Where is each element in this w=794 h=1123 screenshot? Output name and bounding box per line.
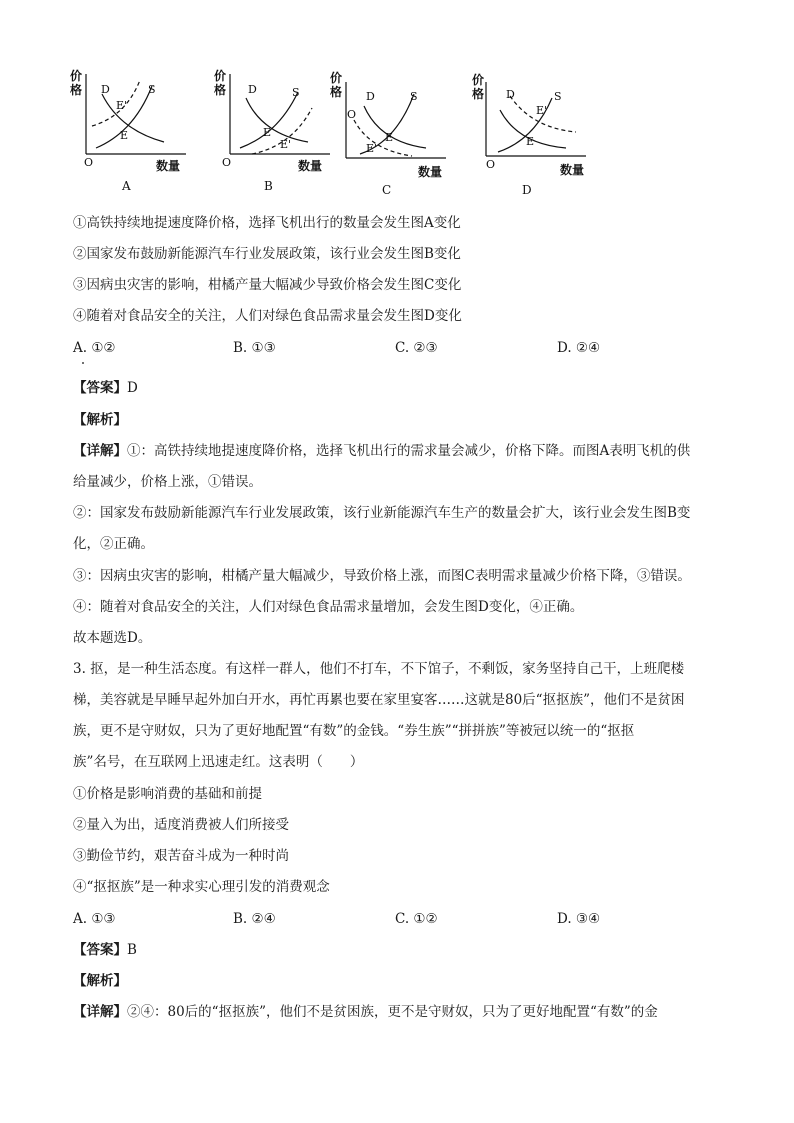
x-axis-label: 数量 (298, 159, 323, 173)
equilibrium-label-1: E (385, 131, 394, 144)
supply-label: S (554, 90, 562, 103)
q2-option-c[interactable]: C. ②③ (395, 340, 438, 356)
equilibrium-label-2: E (120, 129, 129, 142)
q2-item-4: ④随着对食品安全的关注，人们对绿色食品需求量会发生图D变化 (73, 308, 462, 324)
q2-detail-line-7: 故本题选D。 (73, 630, 152, 646)
q3-item-1: ①价格是影响消费的基础和前提 (73, 786, 262, 802)
q2-item-3: ③因病虫灾害的影响，柑橘产量大幅减少导致价格会发生图C变化 (73, 277, 462, 293)
equilibrium-label-2: E (526, 135, 535, 148)
q2-analysis-tag: 【解析】 (73, 412, 127, 428)
y-axis-label-1: 价 (330, 71, 343, 85)
q2-detail-line-3: ②：国家发布鼓励新能源汽车行业发展政策，该行业新能源汽车生产的数量会扩大，该行业会发生图B变 (73, 505, 691, 521)
q3-item-4: ④“抠抠族”是一种求实心理引发的消费观念 (73, 879, 330, 895)
q3-option-c[interactable]: C. ①② (395, 911, 438, 927)
q2-detail-line-2: 给量减少，价格上涨，①错误。 (73, 474, 262, 490)
origin-label: O (347, 108, 357, 121)
demand-label: D (248, 83, 257, 96)
q3-item-3: ③勤俭节约，艰苦奋斗成为一种时尚 (73, 848, 289, 864)
graph-b-svg (212, 68, 342, 193)
demand-label: D (506, 88, 515, 101)
supply-label: S (148, 83, 156, 96)
demand-label: D (101, 83, 110, 96)
equilibrium-label-2: E' (280, 138, 292, 151)
origin-label: O (84, 156, 94, 169)
demand-curve (246, 98, 308, 142)
stray-mark (82, 362, 84, 364)
x-axis-label: 数量 (418, 165, 443, 179)
origin-label: O (486, 158, 496, 171)
answer-value: B (127, 942, 137, 958)
graph-a (68, 68, 198, 193)
graph-b (212, 68, 342, 193)
graph-letter: C (382, 183, 392, 197)
q2-option-a[interactable]: A. ①② (73, 340, 116, 356)
q3-analysis-tag: 【解析】 (73, 973, 127, 989)
q3-answer (73, 940, 137, 960)
origin-label: O (222, 156, 232, 169)
q3-stem-line-3: 族，更不是守财奴，只为了更好地配置“有数”的金钱。“券生族”“拼拼族”等被冠以统一的“抠抠 (73, 723, 635, 739)
graph-d (470, 70, 600, 195)
y-axis-label-2: 格 (472, 87, 485, 101)
answer-tag: 【答案】 (73, 942, 127, 958)
q2-detail-line-6: ④：随着对食品安全的关注，人们对绿色食品需求量增加，会发生图D变化，④正确。 (73, 599, 584, 615)
q2-answer (73, 378, 138, 398)
equilibrium-label-1: E (263, 126, 272, 139)
graph-letter: A (122, 179, 131, 193)
demand-curve (102, 94, 164, 142)
q2-option-b[interactable]: B. ①③ (233, 340, 276, 356)
supply-label: S (292, 86, 300, 99)
y-axis-label-1: 价 (70, 69, 83, 83)
equilibrium-label-1: E' (536, 104, 548, 117)
answer-tag: 【答案】 (73, 380, 127, 396)
q2-detail-line-5: ③：因病虫灾害的影响，柑橘产量大幅减少，导致价格上涨，而图C表明需求量减少价格下降，③错误。 (73, 568, 691, 584)
x-axis-label: 数量 (156, 159, 181, 173)
detail-text: ②④：80后的“抠抠族”，他们不是贫困族，更不是守财奴，只为了更好地配置“有数”的金 (127, 1004, 658, 1020)
shifted-demand-curve (354, 120, 412, 156)
detail-tag: 【详解】 (73, 1004, 127, 1020)
equilibrium-label-2: E' (366, 142, 378, 155)
graph-c (330, 70, 460, 195)
y-axis-label-1: 价 (472, 73, 485, 87)
graph-d-svg (470, 70, 600, 195)
q3-detail-line-1 (73, 1002, 658, 1022)
q3-option-d[interactable]: D. ③④ (557, 911, 601, 927)
x-axis-label: 数量 (560, 163, 585, 177)
q2-item-1: ①高铁持续地提速度降价格，选择飞机出行的数量会发生图A变化 (73, 215, 461, 231)
graph-c-svg (330, 70, 460, 195)
detail-tag: 【详解】 (73, 443, 127, 459)
y-axis-label-2: 格 (330, 85, 343, 99)
y-axis-label-2: 格 (214, 83, 227, 97)
q2-detail-line-1 (73, 441, 690, 461)
q3-stem-line-4: 族”名号，在互联网上迅速走红。这表明（ ） (73, 754, 364, 770)
q3-stem-line-2: 梯，美容就是早睡早起外加白开水，再忙再累也要在家里宴客……这就是80后“抠抠族”，他们不是贫困 (73, 692, 685, 708)
q2-detail-line-4: 化，②正确。 (73, 536, 154, 552)
graph-letter: D (522, 183, 532, 197)
y-axis-label-2: 格 (70, 83, 83, 97)
y-axis-label-1: 价 (214, 69, 227, 83)
q3-item-2: ②量入为出，适度消费被人们所接受 (73, 817, 289, 833)
q2-item-2: ②国家发布鼓励新能源汽车行业发展政策，该行业会发生图B变化 (73, 246, 461, 262)
supply-label: S (410, 90, 418, 103)
answer-value: D (127, 380, 138, 396)
q3-option-b[interactable]: B. ②④ (233, 911, 276, 927)
graph-letter: B (264, 179, 273, 193)
graph-a-svg (68, 68, 198, 193)
q3-option-a[interactable]: A. ①③ (73, 911, 116, 927)
demand-label: D (366, 90, 375, 103)
detail-text: ①：高铁持续地提速度降价格，选择飞机出行的需求量会减少，价格下降。而图A表明飞机的供 (127, 443, 691, 459)
q3-stem-line-1: 3. 抠，是一种生活态度。有这样一群人，他们不打车，不下馆子，不剩饭，家务坚持自己干，上班爬楼 (73, 661, 685, 677)
q2-option-d[interactable]: D. ②④ (557, 340, 601, 356)
equilibrium-label-1: E' (116, 99, 128, 112)
